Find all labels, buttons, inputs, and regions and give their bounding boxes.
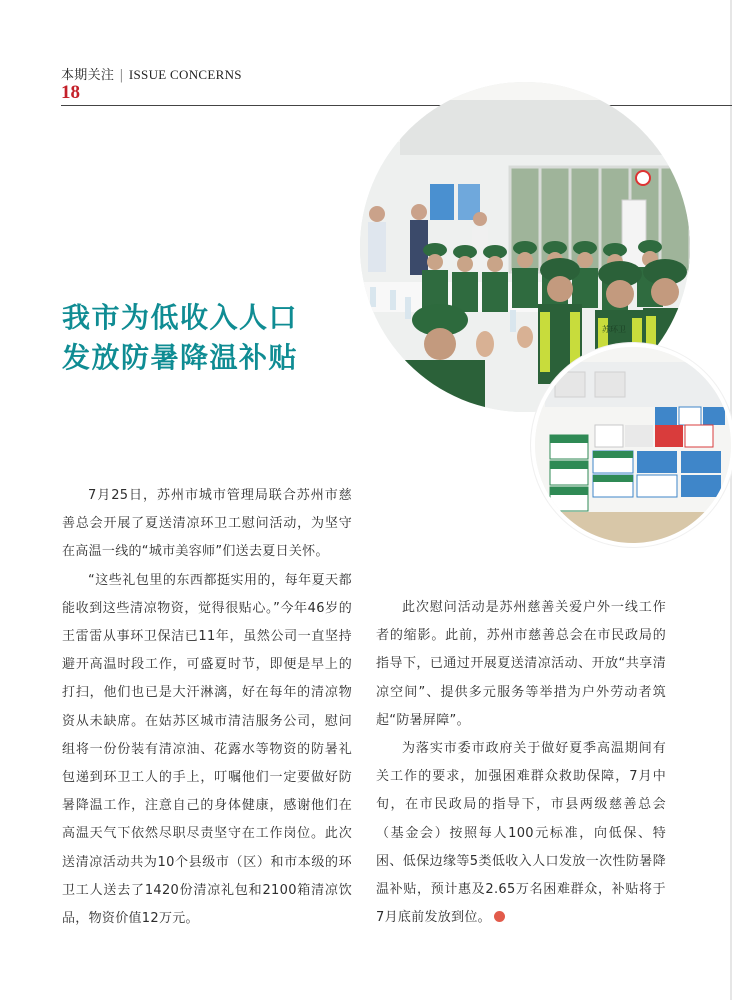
paragraph-3: 此次慰问活动是苏州慈善关爱户外一线工作者的缩影。此前，苏州市慈善总会在市民政局的指导下，已通过开展夏送清凉活动、开放“共享清凉空间”、提供多元服务等举措为户外劳动者筑起“防暑屏障”。 <box>376 600 666 728</box>
section-separator: | <box>119 68 124 83</box>
article-title <box>62 298 298 378</box>
paragraph-4 <box>376 735 666 932</box>
section-label-en: ISSUE CONCERNS <box>128 67 242 82</box>
header-rule <box>61 105 732 106</box>
end-mark-icon <box>494 911 505 922</box>
article-right-column <box>376 594 666 932</box>
title-line-2: 发放防暑降温补贴 <box>62 341 299 374</box>
paragraph-2: “这些礼包里的东西都挺实用的，每年夏天都能收到这些清凉物资，觉得很贴心。”今年46岁的王雷雷从事环卫保洁已11年，虽然公司一直坚持避开高温时段工作，可盛夏时节，即便是早上的打扫，他们也已是大汗淋漓，好在每年的清凉物资从未缺席。在姑苏区城市清洁服务公司，慰问组将一份份装有清凉油、花露水等物资的防暑礼包递到环卫工人的手上，叮嘱他们一定要做好防暑降温工作，注意自己的身体健康，感谢他们在高温天气下依然尽职尽责坚守在工作岗位。此次送清凉活动共为10个县级市（区）和市本级的环卫工人送去了1420份清凉礼包和2100箱清凉饮品，物资价值12万元。 <box>62 572 352 927</box>
section-header <box>61 64 242 83</box>
article-left-column <box>62 482 352 933</box>
paragraph-4-text: 为落实市委市政府关于做好夏季高温期间有关工作的要求，加强困难群众救助保障，7月中旬，在市民政局的指导下，市县两级慈善总会（基金会）按照每人100元标准，向低保、特困、低保边缘等5类低收入人口发放一次性防暑降温补贴，预计惠及2.65万名困难群众，补贴将于7月底前发放到位。 <box>376 741 666 926</box>
page-number: 18 <box>61 82 80 103</box>
supplies-photo <box>531 343 732 547</box>
title-line-1: 我市为低收入人口 <box>62 301 299 334</box>
vest-text: 苏环卫 <box>602 325 626 334</box>
section-label-cn: 本期关注 <box>61 68 115 83</box>
paragraph-1: 7月25日，苏州市城市管理局联合苏州市慈善总会开展了夏送清凉环卫工慰问活动，为坚守在高温一线的“城市美容师”们送去夏日关怀。 <box>62 488 352 560</box>
